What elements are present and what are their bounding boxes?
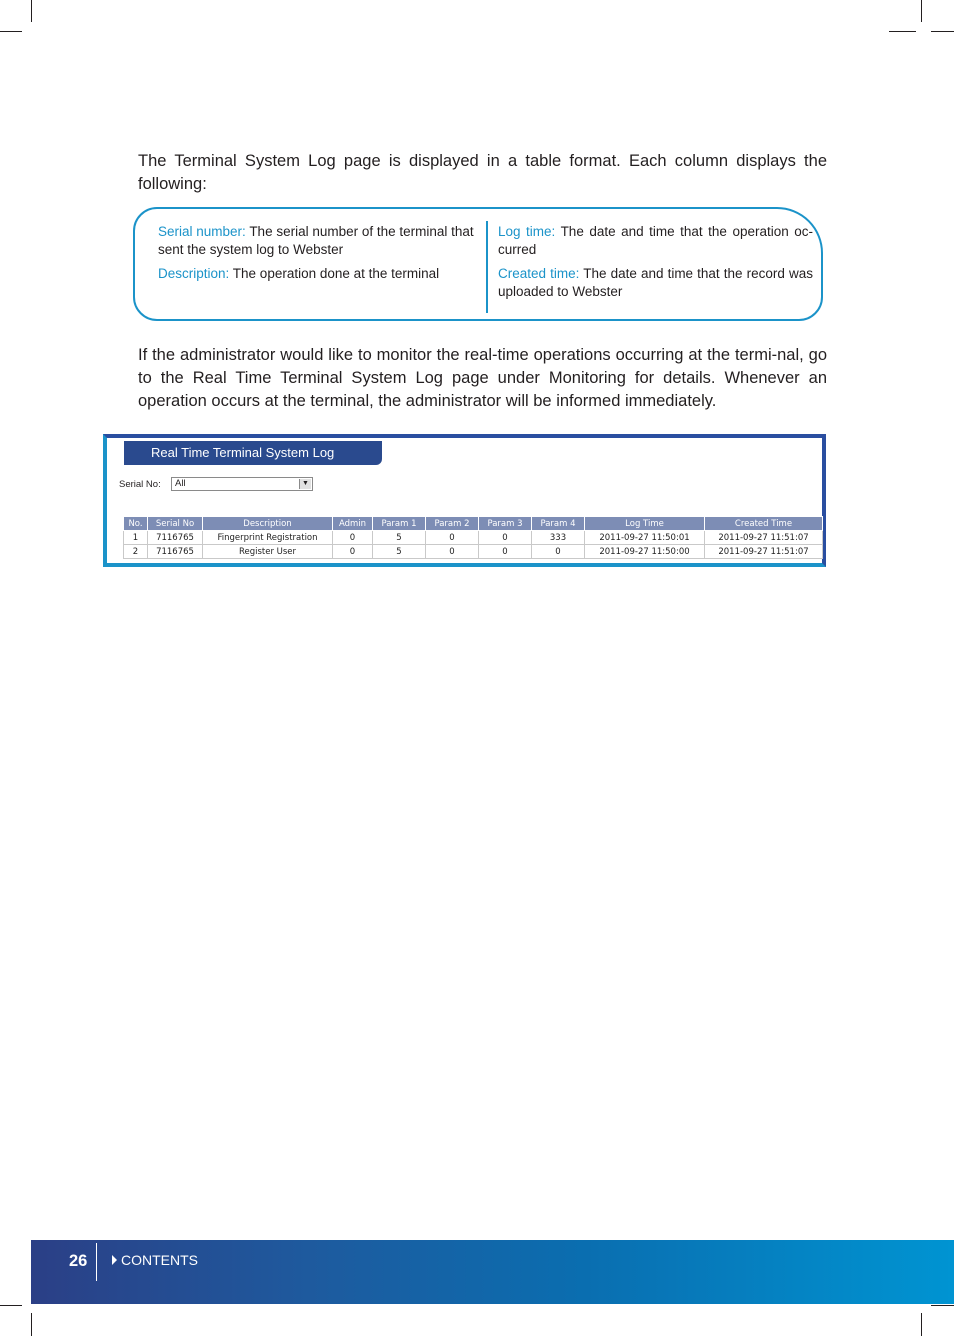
intro-paragraph: The Terminal System Log page is displayed in a table format. Each column displays the following: [138, 152, 827, 193]
table-cell: 2011-09-27 11:51:07 [705, 545, 823, 559]
system-log-table [123, 516, 823, 559]
column-header[interactable]: Param 1 [373, 517, 426, 531]
definitions-divider [486, 221, 488, 313]
table-cell: 5 [373, 545, 426, 559]
crop-mark [921, 1313, 922, 1336]
table-cell: 0 [426, 531, 479, 545]
crop-mark [921, 0, 922, 22]
footer-divider [96, 1243, 97, 1281]
column-header[interactable]: Param 4 [532, 517, 585, 531]
table-cell: 0 [333, 545, 373, 559]
crop-mark [0, 31, 22, 32]
column-header[interactable]: Description [203, 517, 333, 531]
triangle-right-icon [112, 1255, 117, 1265]
definition-text: The date and time that the operation oc-curred [498, 224, 814, 257]
definition-serial-number [158, 223, 474, 259]
definition-term: Serial number: [158, 224, 246, 239]
table-cell: 7116765 [148, 545, 203, 559]
definition-term: Description: [158, 266, 230, 281]
serial-no-select[interactable] [171, 477, 313, 491]
contents-link[interactable] [112, 1252, 198, 1268]
table-cell: 5 [373, 531, 426, 545]
definition-text: The serial number of the terminal that sent the system log to Webster [158, 224, 474, 257]
column-header[interactable]: Log Time [585, 517, 705, 531]
page-footer [31, 1240, 954, 1304]
chevron-down-icon[interactable]: ▼ [299, 479, 311, 489]
definition-log-time [498, 223, 813, 259]
table-cell: 2011-09-27 11:50:01 [585, 531, 705, 545]
definitions-left-column [158, 223, 474, 289]
page-number: 26 [69, 1252, 88, 1270]
column-header[interactable]: Serial No [148, 517, 203, 531]
table-cell: 0 [333, 531, 373, 545]
column-header[interactable]: Admin [333, 517, 373, 531]
crop-mark [31, 1313, 32, 1336]
definition-term: Created time: [498, 266, 580, 281]
column-header[interactable]: Param 3 [479, 517, 532, 531]
table-row[interactable] [124, 531, 823, 545]
table-cell: 0 [532, 545, 585, 559]
column-header[interactable]: No. [124, 517, 148, 531]
definition-term: Log time: [498, 224, 556, 239]
definition-text: The operation done at the terminal [232, 266, 440, 281]
column-header[interactable]: Created Time [705, 517, 823, 531]
definition-created-time [498, 265, 813, 301]
definitions-right-column [498, 223, 813, 307]
table-cell: 2011-09-27 11:50:00 [585, 545, 705, 559]
table-cell: Register User [203, 545, 333, 559]
crop-mark [889, 31, 916, 32]
table-header-row [124, 517, 823, 531]
contents-link-label: CONTENTS [121, 1252, 198, 1268]
table-row[interactable] [124, 545, 823, 559]
table-cell: Fingerprint Registration [203, 531, 333, 545]
table-cell: 0 [426, 545, 479, 559]
crop-mark [0, 1305, 22, 1306]
realtime-log-screenshot [103, 434, 826, 567]
definition-description [158, 265, 474, 283]
table-cell: 2011-09-27 11:51:07 [705, 531, 823, 545]
definitions-box [133, 207, 823, 321]
serial-no-selected-value: All [175, 478, 186, 489]
table-cell: 2 [124, 545, 148, 559]
screenshot-title: Real Time Terminal System Log [124, 441, 382, 465]
crop-mark [31, 0, 32, 22]
column-header[interactable]: Param 2 [426, 517, 479, 531]
table-cell: 1 [124, 531, 148, 545]
crop-mark [931, 1305, 954, 1306]
table-cell: 0 [479, 531, 532, 545]
table-cell: 7116765 [148, 531, 203, 545]
table-cell: 333 [532, 531, 585, 545]
definition-text: The date and time that the record was uploaded to Webster [498, 266, 813, 299]
serial-no-label: Serial No: [119, 479, 161, 490]
table-cell: 0 [479, 545, 532, 559]
monitoring-paragraph: If the administrator would like to monitor the real-time operations occurring at the termi-nal, go to the Real Time Terminal System Log page under Monitoring for details. Whenever an operation occurs at the terminal, the administrator will be informed immediately. [138, 346, 827, 410]
crop-mark [931, 31, 954, 32]
